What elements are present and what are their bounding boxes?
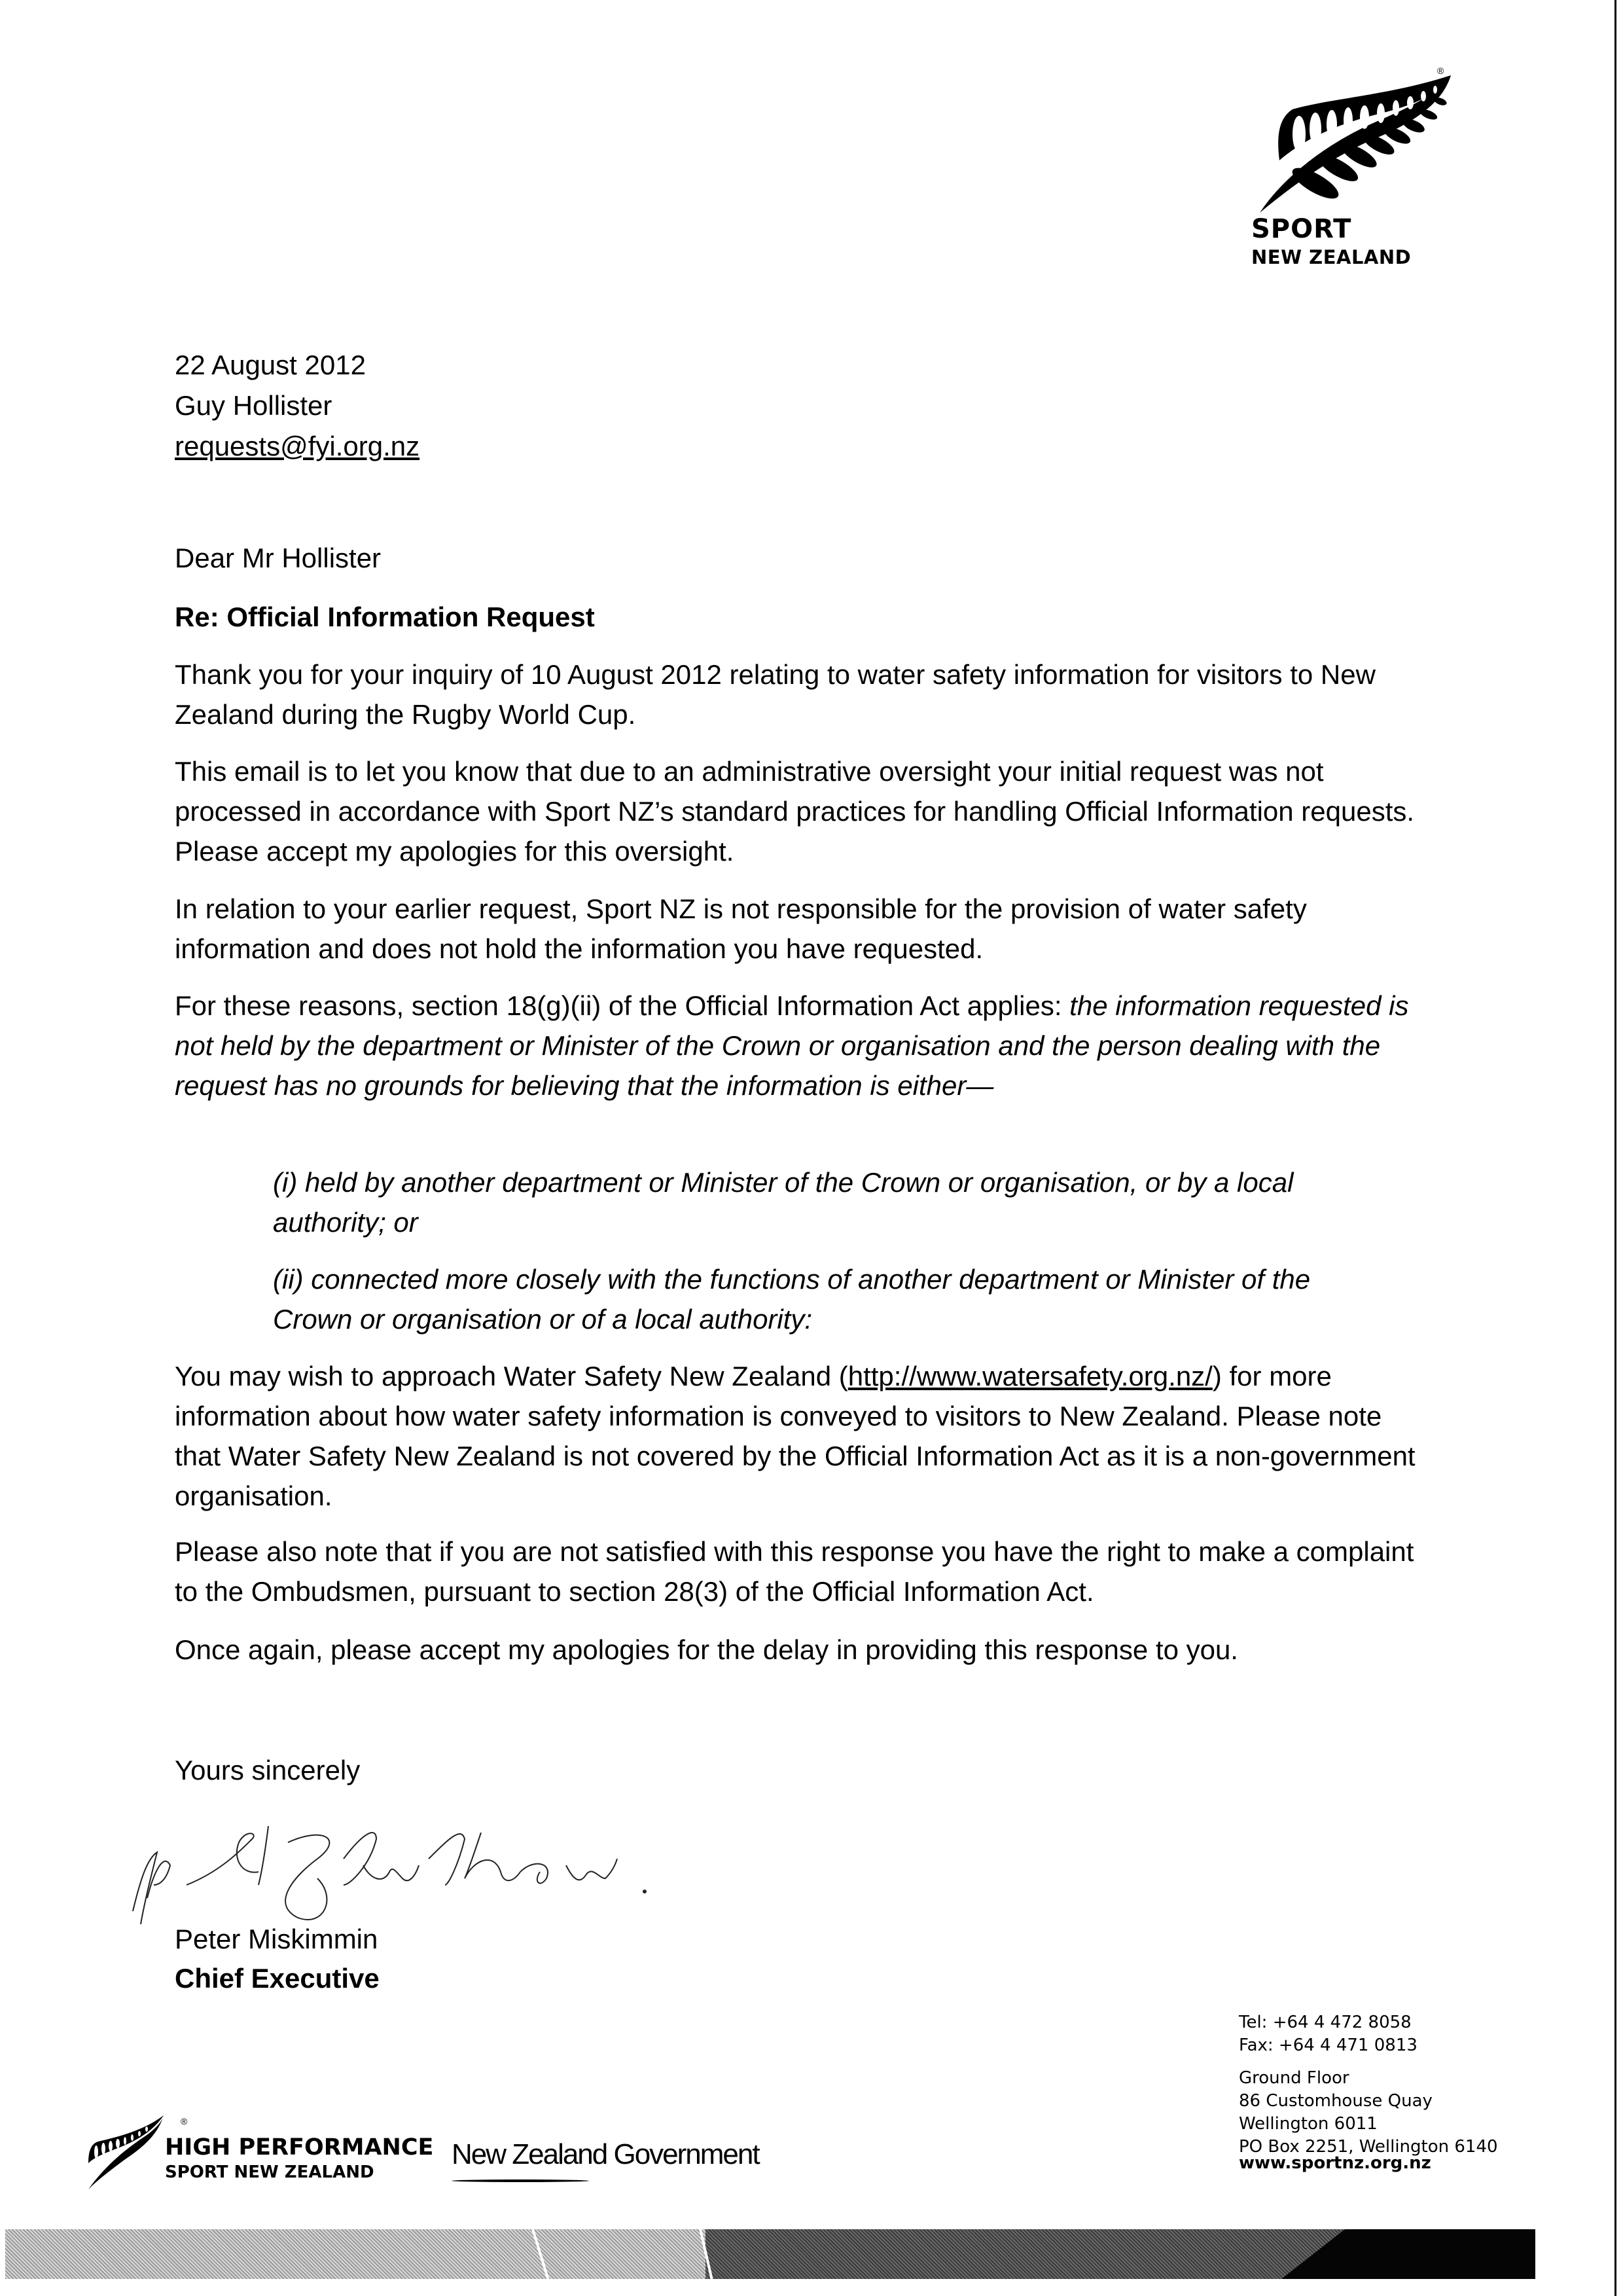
recipient-block — [175, 345, 419, 467]
quote-clause-i: (i) held by another department or Minister of the Crown or organisation, or by a local authority; or — [273, 1167, 1294, 1238]
scan-page-edge — [1614, 0, 1616, 2296]
band-light-segment — [5, 2229, 705, 2279]
quote-clause-ii: (ii) connected more closely with the functions of another department or Minister of the Crown or organisation or of a local authority: — [273, 1264, 1311, 1335]
contact-address — [1239, 2067, 1498, 2159]
high-performance-fern-icon — [85, 2114, 164, 2193]
logo-text-sport: SPORT — [1251, 214, 1352, 244]
address-line: Wellington 6011 — [1239, 2114, 1378, 2134]
contact-fax: Fax: +64 4 471 0813 — [1239, 2036, 1418, 2055]
address-line: Ground Floor — [1239, 2068, 1349, 2088]
high-performance-title: HIGH PERFORMANCE — [165, 2134, 434, 2161]
website-link[interactable]: www.sportnz.org.nz — [1239, 2153, 1431, 2173]
registered-mark: ® — [181, 2116, 188, 2126]
subject-line: Re: Official Information Request — [175, 601, 595, 632]
recipient-name: Guy Hollister — [175, 390, 332, 421]
contact-tel: Tel: +64 4 472 8058 — [1239, 2013, 1412, 2032]
paragraph-oversight: This email is to let you know that due to an administrative oversight your initial request was not processed in accordance with Sport NZ’s standard practices for handling Official Information requests. Please accept my apologies for this oversight. — [175, 756, 1415, 867]
signer-title: Chief Executive — [175, 1963, 380, 1994]
nz-government-underline — [452, 2179, 589, 2182]
water-safety-text-before: You may wish to approach Water Safety New Zealand ( — [175, 1361, 848, 1391]
water-safety-text-after: ) for more information about how water safety information is conveyed to visitors to New Zealand. Please note that Water Safety New Zealand is not covered by the Official Information Act as it is a non-government organisation. — [175, 1361, 1416, 1511]
paragraph-water-safety — [175, 1356, 1418, 1516]
section-quoted-text: the information requested is not held by the department or Minister of the Crown or organisation and the person dealing with the request has no grounds for believing that the information is either— — [175, 990, 1409, 1101]
paragraph-section-18 — [175, 986, 1418, 1105]
paragraph-ombudsmen: Please also note that if you are not satisfied with this response you have the right to make a complaint to the Ombudsmen, pursuant to section 28(3) of the Official Information Act. — [175, 1536, 1414, 1607]
paragraph-not-responsible: In relation to your earlier request, Sport NZ is not responsible for the provision of water safety information and does not hold the information you have requested. — [175, 893, 1307, 964]
recipient-email-link[interactable]: requests@fyi.org.nz — [175, 431, 420, 461]
letter-date: 22 August 2012 — [175, 350, 366, 380]
signer-name: Peter Miskimmin — [175, 1924, 378, 1954]
footer-decorative-band — [5, 2229, 1535, 2279]
salutation: Dear Mr Hollister — [175, 543, 382, 573]
registered-mark: ® — [1437, 65, 1444, 76]
nz-government-logo: New Zealand Government — [452, 2138, 759, 2170]
silver-fern-icon — [1247, 62, 1463, 219]
address-line: 86 Customhouse Quay — [1239, 2091, 1433, 2111]
contact-phone-fax — [1239, 2011, 1418, 2057]
address-line: PO Box 2251, Wellington 6140 — [1239, 2137, 1498, 2157]
paragraph-apology: Once again, please accept my apologies for the delay in providing this response to you. — [175, 1634, 1238, 1665]
paragraph-inquiry: Thank you for your inquiry of 10 August 2012 relating to water safety information for visitors to New Zealand during the Rugby World Cup. — [175, 659, 1376, 730]
high-performance-subtitle: SPORT NEW ZEALAND — [165, 2162, 374, 2182]
watersafety-link[interactable]: http://www.watersafety.org.nz/ — [847, 1361, 1213, 1391]
logo-text-new-zealand: NEW ZEALAND — [1251, 246, 1412, 268]
closing: Yours sincerely — [175, 1755, 361, 1785]
section-lead-text: For these reasons, section 18(g)(ii) of the Official Information Act applies: — [175, 990, 1070, 1021]
